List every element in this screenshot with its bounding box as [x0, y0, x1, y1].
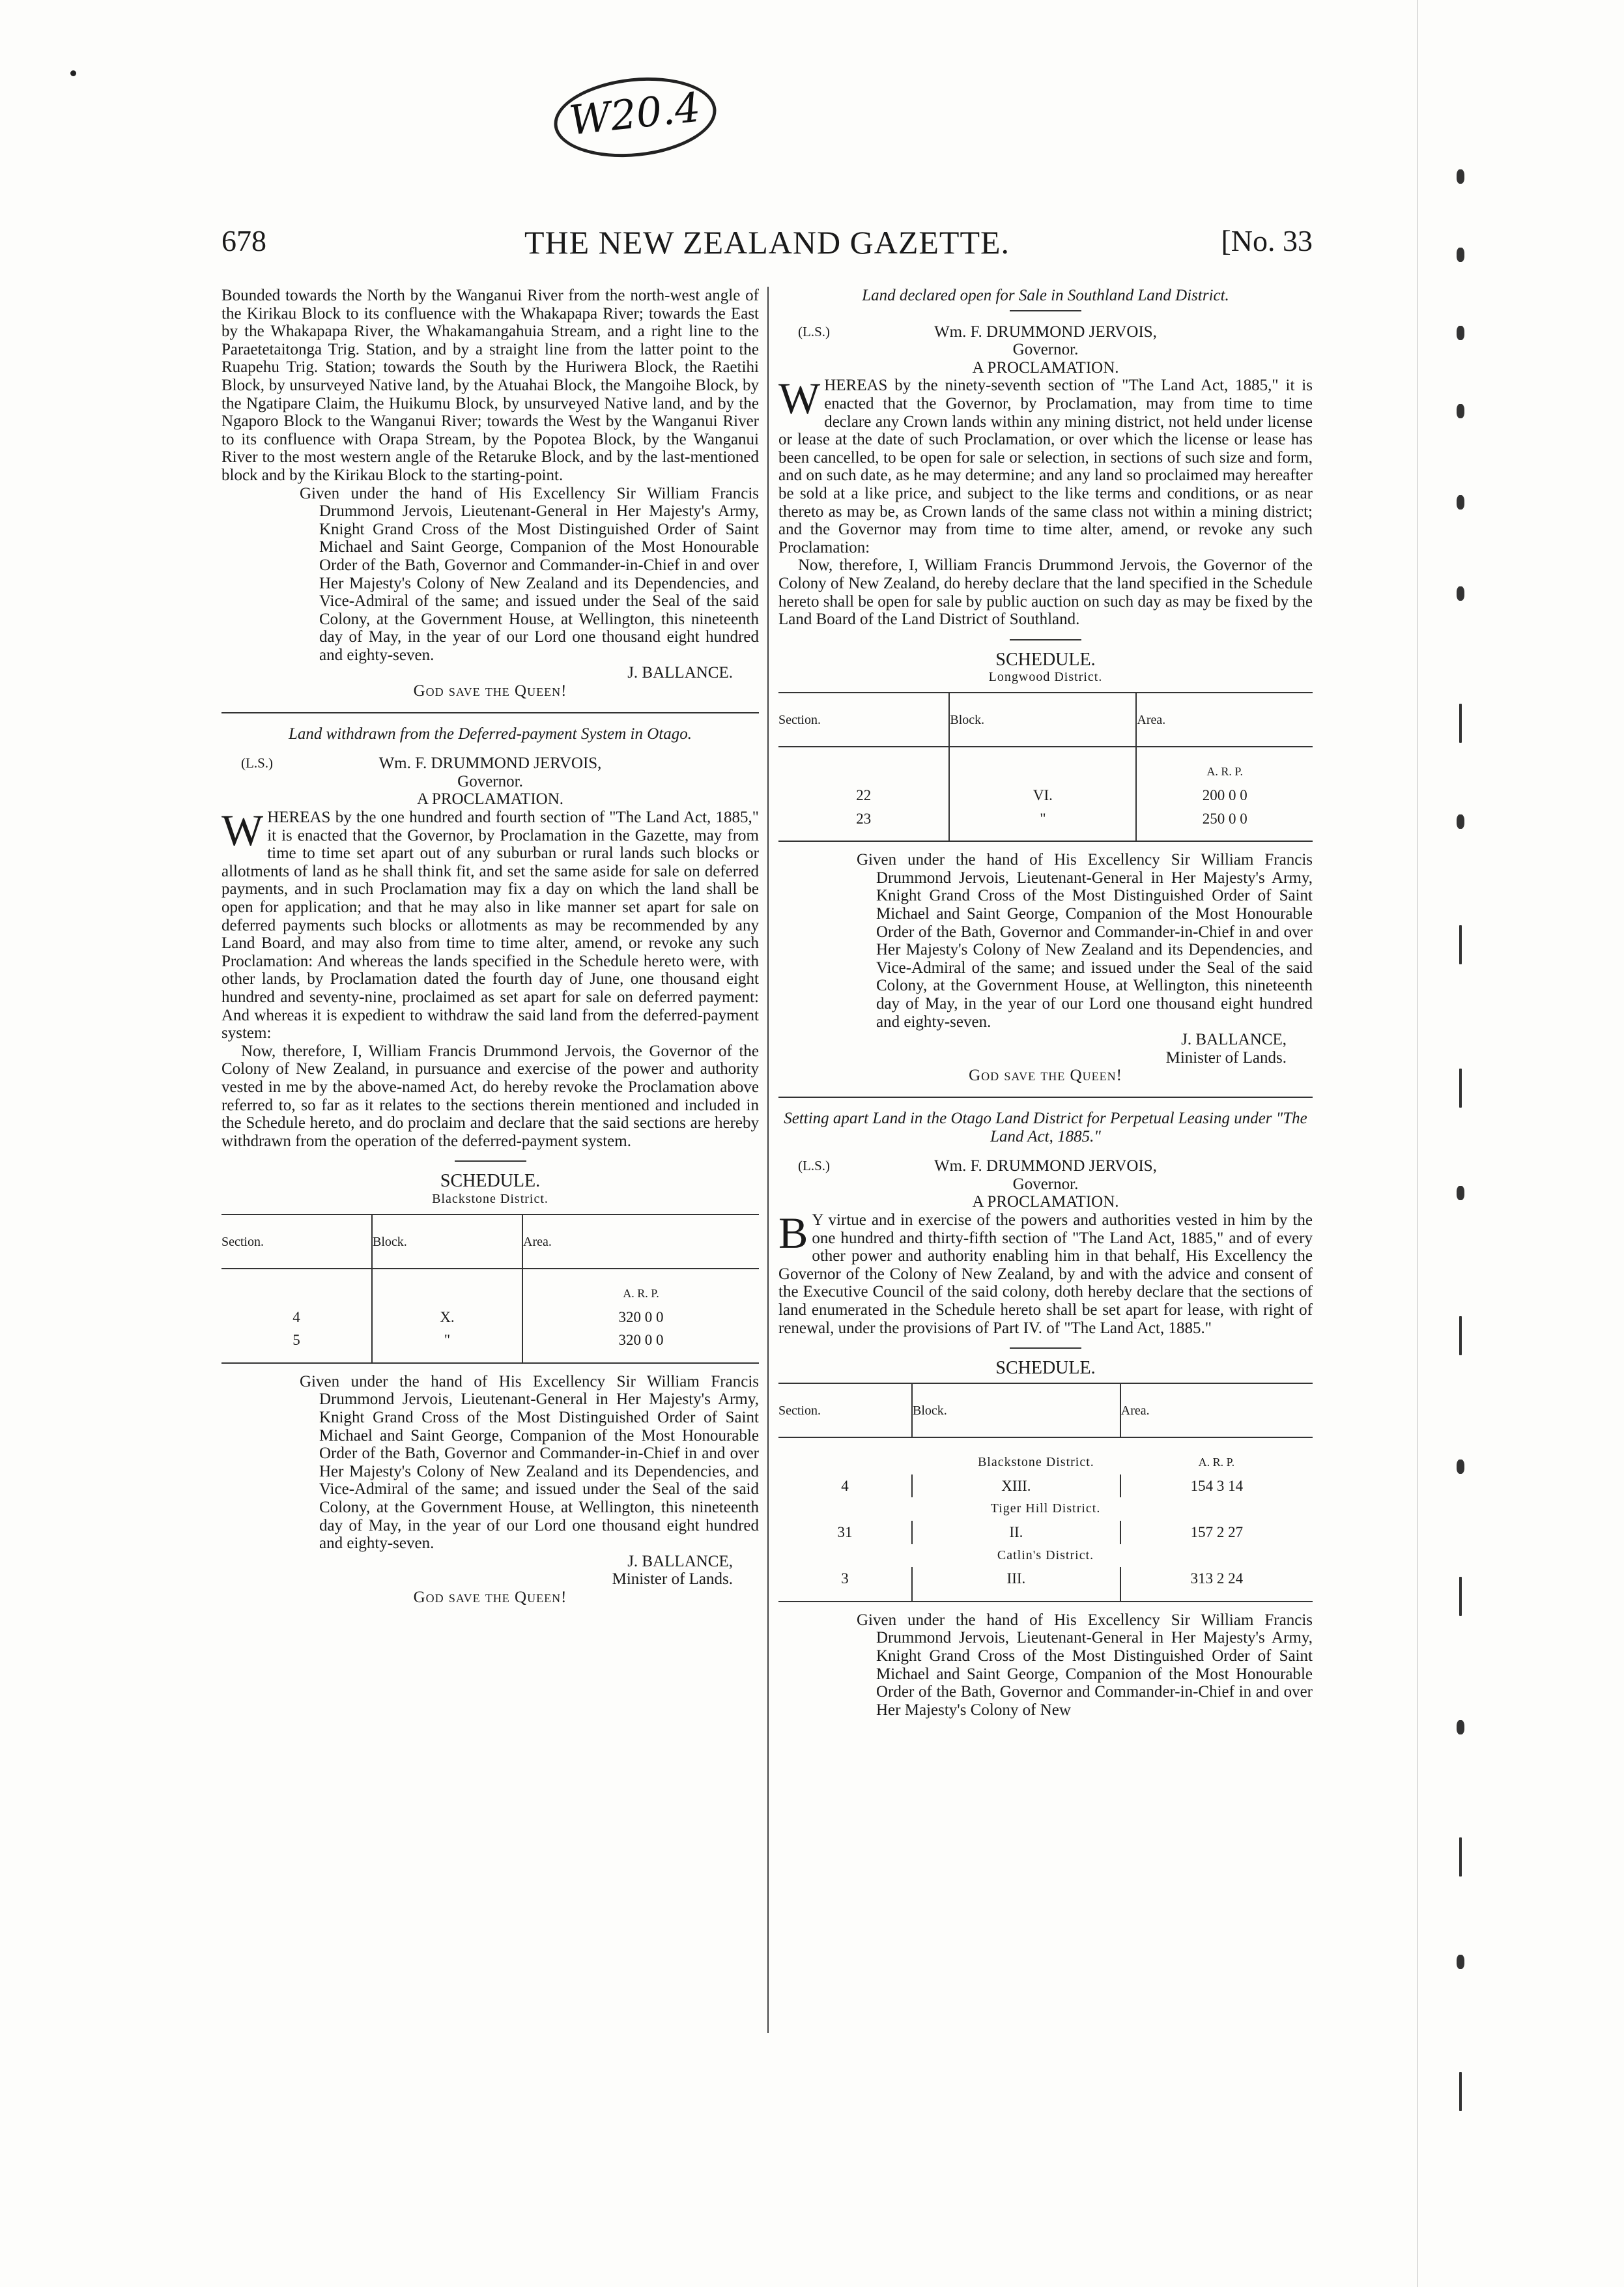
cell: 4	[841, 1477, 849, 1494]
schedule-table	[221, 1214, 759, 1364]
binding-mark	[1459, 925, 1462, 964]
notice-heading: Setting apart Land in the Otago Land District for Perpetual Leasing under "The Land Act, 1885."	[784, 1109, 1307, 1145]
cell: "	[372, 1329, 522, 1363]
table-row	[778, 1567, 1313, 1602]
binding-mark	[1459, 704, 1462, 743]
binding-mark	[1459, 2072, 1462, 2111]
short-rule	[1010, 1347, 1081, 1349]
table-row	[778, 784, 1313, 807]
table-row	[778, 807, 1313, 842]
short-rule	[455, 1160, 526, 1162]
binding-mark	[1457, 495, 1464, 510]
schedule-district: Blackstone District.	[432, 1191, 548, 1206]
cell: "	[949, 807, 1136, 842]
cell: XIII.	[912, 1474, 1120, 1498]
by-virtue-paragraph	[778, 1207, 1313, 1337]
seal-mark: (L.S.)	[798, 323, 830, 339]
signature-title: Minister of Lands.	[1165, 1048, 1287, 1067]
col-area: Area.	[1120, 1383, 1313, 1438]
page-title: THE NEW ZEALAND GAZETTE.	[524, 224, 1010, 261]
page-number: 678	[221, 224, 266, 257]
table-row	[221, 1269, 759, 1306]
proclamation-heading: A PROCLAMATION.	[972, 358, 1119, 377]
page-header	[221, 223, 1313, 269]
district-row	[778, 1497, 1313, 1521]
table-row	[778, 1521, 1313, 1544]
proclamation-heading: A PROCLAMATION.	[972, 1193, 1119, 1211]
left-column	[221, 287, 759, 1607]
binding-mark	[1459, 1316, 1462, 1355]
cell: 157 2 27	[1120, 1521, 1313, 1544]
now-therefore-paragraph: Now, therefore, I, William Francis Drummond Jervois, the Governor of the Colony of New Zealand, in pursuance and exercise of the power and authority vested in me by the above-named Act, do hereby revoke the Proclamation above referred to, so far as it relates to the sections therein mentioned and included in the Schedule hereto, and do proclaim and declare that the said sections are hereby withdrawn from the operation of the deferred-payment system.	[221, 1042, 759, 1150]
district-label: Catlin's District.	[997, 1547, 1094, 1562]
cell: 320 0 0	[522, 1329, 759, 1363]
table-row	[778, 1474, 1313, 1498]
col-area: Area.	[522, 1215, 759, 1269]
short-rule	[1010, 639, 1081, 640]
binding-mark	[1459, 1837, 1462, 1877]
governor-title: Governor.	[1012, 341, 1079, 359]
whereas-paragraph	[778, 373, 1313, 556]
drop-cap: W	[221, 805, 264, 856]
schedule-title: SCHEDULE.	[440, 1171, 541, 1192]
governor-name: Wm. F. DRUMMOND JERVOIS,	[378, 755, 602, 773]
table-header	[778, 693, 1313, 747]
cell: X.	[372, 1306, 522, 1329]
god-save-the-queen: God save the Queen!	[969, 1067, 1122, 1085]
schedule-district: Longwood District.	[988, 670, 1103, 685]
table-row	[221, 1329, 759, 1363]
col-area: Area.	[1136, 693, 1313, 747]
proclamation-heading: A PROCLAMATION.	[416, 790, 564, 809]
given-under-hand: Given under the hand of His Excellency Sir William Francis Drummond Jervois, Lieutenant-General in Her Majesty's Army, Knight Grand Cross of the Most Distinguished Order of Saint Michael and Saint George, Companion of the Most Honourable Order of the Bath, Governor and Commander-in-Chief in and over Her Majesty's Colony of New Zealand and its Dependencies, and Vice-Admiral of the same; and issued under the Seal of the said Colony, at the Government House, at Wellington, this nineteenth day of May, in the year of our Lord one thousand eight hundred and eighty-seven.	[300, 484, 759, 664]
cell: 23	[778, 807, 949, 842]
seal-mark: (L.S.)	[241, 755, 273, 771]
unit-row: A. R. P.	[1198, 1456, 1235, 1469]
cell: 5	[221, 1329, 372, 1363]
notice-heading: Land declared open for Sale in Southland Land District.	[862, 287, 1229, 304]
issue-number: [No. 33	[1221, 224, 1313, 257]
right-column	[778, 287, 1313, 1719]
governor-line	[221, 755, 759, 773]
col-section: Section.	[778, 693, 949, 747]
whereas-paragraph	[221, 805, 759, 1043]
given-under-hand: Given under the hand of His Excellency Sir William Francis Drummond Jervois, Lieutenant-General in Her Majesty's Army, Knight Grand Cross of the Most Distinguished Order of Saint Michael and Saint George, Companion of the Most Honourable Order of the Bath, Governor and Commander-in-Chief in and over Her Majesty's Colony of New	[857, 1611, 1313, 1719]
given-under-hand: Given under the hand of His Excellency Sir William Francis Drummond Jervois, Lieutenant-General in Her Majesty's Army, Knight Grand Cross of the Most Distinguished Order of Saint Michael and Saint George, Companion of the Most Honourable Order of the Bath, Governor and Commander-in-Chief in and over Her Majesty's Colony of New Zealand and its Dependencies, and Vice-Admiral of the same; and issued under the Seal of the said Colony, at the Government House, at Wellington, this nineteenth day of May, in the year of our Lord one thousand eight hundred and eighty-seven.	[300, 1372, 759, 1553]
unit-row: A. R. P.	[1136, 747, 1313, 784]
by-virtue-text: Y virtue and in exercise of the powers and authorities vested in him by the one hundred and thirty-fifth section of "The Land Act, 1885," and of every other power and authority enabling him in that behalf, His Excellency the Governor of the Colony of New Zealand, by and with the advice and consent of the Executive Council of the said colony, doth hereby declare that the sections of land enumerated in the Schedule hereto shall be set apart for lease, with right of renewal, under the provisions of Part IV. of "The Land Act, 1885."	[778, 1211, 1313, 1337]
binding-mark	[1459, 1577, 1462, 1616]
cell: 250 0 0	[1136, 807, 1313, 842]
god-save-the-queen: God save the Queen!	[413, 1589, 567, 1606]
col-block: Block.	[372, 1215, 522, 1269]
signature-title: Minister of Lands.	[612, 1570, 733, 1589]
handwritten-stamp: W20.4	[550, 70, 720, 164]
district-row	[778, 1544, 1313, 1568]
signature: J. BALLANCE.	[627, 664, 733, 682]
table-row	[778, 747, 1313, 784]
district-label: Tiger Hill District.	[990, 1501, 1101, 1516]
cell: III.	[912, 1567, 1120, 1602]
cell: VI.	[949, 784, 1136, 807]
cell: 31	[837, 1524, 853, 1541]
col-block: Block.	[949, 693, 1136, 747]
table-header	[778, 1383, 1313, 1438]
binding-mark	[1457, 404, 1464, 418]
drop-cap: W	[778, 373, 821, 424]
cell: 320 0 0	[522, 1306, 759, 1329]
cell: 4	[292, 1308, 300, 1325]
cell: II.	[912, 1521, 1120, 1544]
seal-mark: (L.S.)	[798, 1158, 830, 1174]
binding-mark	[1457, 1460, 1464, 1474]
now-therefore-paragraph: Now, therefore, I, William Francis Drummond Jervois, the Governor of the Colony of New Zealand, do hereby declare that the land specified in the Schedule hereto shall be open for sale by public auction on such day as may be fixed by the Land Board of the Land District of Southland.	[778, 556, 1313, 629]
binding-mark	[1457, 1955, 1464, 1969]
notice-heading: Land withdrawn from the Deferred-payment System in Otago.	[289, 725, 692, 743]
cell: 3	[778, 1567, 912, 1602]
column-divider	[767, 287, 769, 2033]
binding-mark	[1457, 169, 1464, 184]
signature: J. BALLANCE,	[1181, 1031, 1287, 1049]
cell: 154 3 14	[1120, 1474, 1313, 1498]
table-header	[221, 1215, 759, 1269]
schedule-title: SCHEDULE.	[995, 1358, 1096, 1379]
unit-row: A. R. P.	[522, 1269, 759, 1306]
col-section: Section.	[221, 1215, 372, 1269]
schedule-title: SCHEDULE.	[995, 649, 1096, 670]
given-under-hand: Given under the hand of His Excellency Sir William Francis Drummond Jervois, Lieutenant-General in Her Majesty's Army, Knight Grand Cross of the Most Distinguished Order of Saint Michael and Saint George, Companion of the Most Honourable Order of the Bath, Governor and Commander-in-Chief in and over Her Majesty's Colony of New Zealand and its Dependencies, and Vice-Admiral of the same; and issued under the Seal of the said Colony, at the Government House, at Wellington, this nineteenth day of May, in the year of our Lord one thousand eight hundred and eighty-seven.	[857, 851, 1313, 1031]
ink-dot	[70, 70, 76, 76]
governor-line	[778, 323, 1313, 341]
cell: 200 0 0	[1136, 784, 1313, 807]
cell: 313 2 24	[1120, 1567, 1313, 1602]
binding-mark	[1457, 326, 1464, 340]
governor-title: Governor.	[457, 772, 523, 790]
section-rule	[221, 712, 759, 713]
district-label: Blackstone District.	[977, 1455, 1094, 1470]
district-row	[778, 1437, 1313, 1474]
whereas-text: HEREAS by the ninety-seventh section of "The Land Act, 1885," it is enacted that the Governor, by Proclamation, may from time to time declare any Crown lands within any mining district, not held under license or lease at the date of such Proclamation, or over which the license or lease has been cancelled, to be open for sale or selection, in sections of such size and form, and on such date, as he may determine; and any land so proclaimed may hereafter be sold at a like price, and subject to the like terms and conditions, or as near thereto as may be, as Crown lands of the same class not within a mining district; and the Governor may from time to time alter, amend, or revoke any such Proclamation:	[778, 377, 1313, 556]
governor-name: Wm. F. DRUMMOND JERVOIS,	[934, 1157, 1157, 1175]
boundary-paragraph: Bounded towards the North by the Wanganui River from the north-west angle of the Kirikau Block to its confluence with the Whakapapa River; towards the East by the Whakapapa River, the Whakamangahuia Stream, and a right line to the Paraetetaitonga Trig. Station, and by a straight line from the latter point to the Ruapehu Trig. Station; towards the South by the Huriwera Block, the Raetihi Block, by unsurveyed Native land, by the Atuahai Block, the Mangoihe Block, by the Ngatipare Claim, the Huikumu Block, by unsurveyed Native land, and by the Ngaporo Block to the Wanganui River; towards the West by the Wanganui River to its confluence with Orapa Stream, by the Popotea Block, by the Wanganui River to the most western angle of the Retaruke Block, and by the last-mentioned block and by the Kirikau Block to the starting-point.	[221, 287, 759, 484]
governor-line	[778, 1157, 1313, 1175]
binding-mark	[1457, 586, 1464, 601]
god-save-the-queen: God save the Queen!	[413, 682, 567, 700]
table-row	[221, 1306, 759, 1329]
col-section: Section.	[778, 1383, 912, 1438]
governor-title: Governor.	[1012, 1175, 1079, 1193]
schedule-table	[778, 1383, 1313, 1602]
drop-cap: B	[778, 1207, 808, 1258]
whereas-text: HEREAS by the one hundred and fourth section of "The Land Act, 1885," it is enacted that the Governor, by Proclamation in the Gazette, may from time to time set apart out of any suburban or rural lands such blocks or allotments of land as he shall think fit, and set the same aside for sale on deferred payments, and in such Proclamation may fix a day on which the land shall be open for application; and that he may also in like manner set apart for sale on deferred payments such blocks or allotments as may be recommended by any Land Board, and may also from time to time alter, amend, or revoke any such Proclamation: And whereas the lands specified in the Schedule hereto were, with other lands, by Proclamation dated the fourth day of June, one thousand eight hundred and seventy-nine, proclaimed as set apart for sale on deferred payment: And whereas it is expedient to withdraw the said land from the deferred-payment system:	[221, 809, 759, 1043]
binding-mark	[1457, 1720, 1464, 1734]
binding-mark	[1457, 814, 1464, 829]
col-block: Block.	[912, 1383, 1120, 1438]
cell: 22	[856, 787, 872, 804]
short-rule	[1010, 310, 1081, 311]
binding-mark	[1459, 1069, 1462, 1108]
governor-name: Wm. F. DRUMMOND JERVOIS,	[934, 323, 1157, 341]
section-rule	[778, 1097, 1313, 1098]
schedule-table	[778, 692, 1313, 842]
binding-mark	[1457, 248, 1464, 262]
binding-mark	[1457, 1186, 1464, 1200]
signature: J. BALLANCE,	[627, 1552, 733, 1570]
